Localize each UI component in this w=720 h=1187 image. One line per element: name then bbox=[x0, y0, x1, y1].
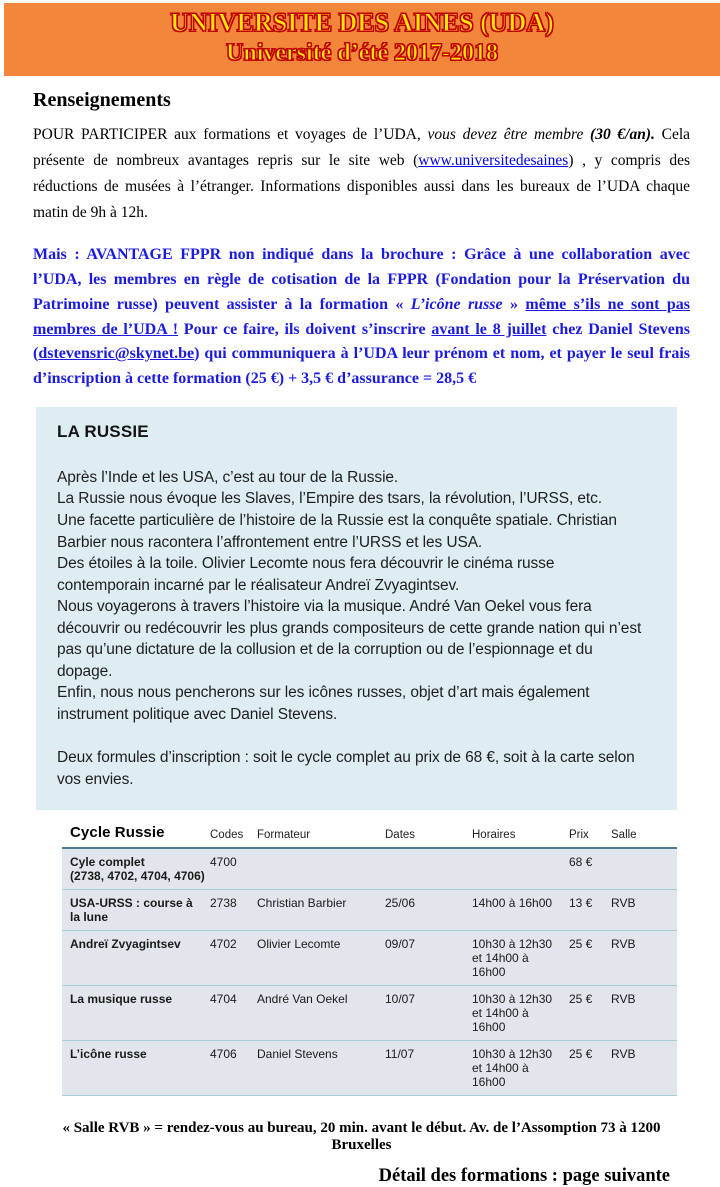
russie-box-text bbox=[57, 467, 649, 790]
salle-cell: RVB bbox=[611, 931, 677, 986]
intro-text-bold-italic: (30 €/an). bbox=[590, 126, 655, 143]
prix-cell: 13 € bbox=[569, 890, 611, 931]
dates-cell: 25/06 bbox=[385, 890, 472, 931]
russie-paragraph: La Russie nous évoque les Slaves, l’Empire des tsars, la révolution, l’URSS, etc. bbox=[57, 490, 602, 508]
course-name: Cyle complet bbox=[70, 855, 145, 870]
russie-formules-paragraph: Deux formules d’inscription : soit le cycle complet au prix de 68 €, soit à la carte selon vos envies. bbox=[57, 749, 635, 788]
russie-paragraph: Une facette particulière de l’histoire de la Russie est la conquête spatiale. Christian Barbier nous racontera l’affrontement entre l’URSS et les USA. bbox=[57, 511, 617, 551]
course-name-cell: USA-URSS : course à la lune bbox=[62, 890, 210, 931]
document-content bbox=[0, 89, 720, 1187]
formateur-cell: Daniel Stevens bbox=[257, 1041, 385, 1096]
intro-text-3: ) , y compris des réductions de musées à l’étranger. Informations disponibles aussi dans les bureaux de l’UDA chaque matin de 9h à 12h. bbox=[33, 152, 690, 222]
table-header-row bbox=[62, 822, 677, 848]
course-name-cell: La musique russe bbox=[62, 986, 210, 1041]
formateur-cell bbox=[257, 848, 385, 890]
dates-cell bbox=[385, 848, 472, 890]
column-header-prix: Prix bbox=[569, 822, 611, 848]
russie-paragraph: Enfin, nous nous pencherons sur les icônes russes, objet d’art mais également instrument politique avec Daniel Stevens. bbox=[57, 684, 590, 723]
column-header-dates: Dates bbox=[385, 822, 472, 848]
salle-cell: RVB bbox=[611, 1041, 677, 1096]
table-row bbox=[62, 848, 677, 890]
code-cell: 4706 bbox=[210, 1041, 257, 1096]
horaires-cell bbox=[472, 848, 569, 890]
intro-text-italic: vous devez être membre bbox=[427, 126, 591, 143]
code-cell: 4700 bbox=[210, 848, 257, 890]
website-link[interactable]: www.universitedesaines bbox=[418, 152, 569, 170]
course-name-cell bbox=[62, 848, 210, 890]
formateur-cell: Olivier Lecomte bbox=[257, 931, 385, 986]
course-name-cell: Andreï Zvyagintsev bbox=[62, 931, 210, 986]
la-russie-box bbox=[36, 407, 677, 810]
banner-title: UNIVERSITE DES AINES (UDA) bbox=[170, 8, 554, 37]
next-page-note: Détail des formations : page suivante bbox=[378, 1166, 670, 1187]
prix-cell: 68 € bbox=[569, 848, 611, 890]
page-title: Renseignements bbox=[33, 89, 171, 111]
formateur-cell: André Van Oekel bbox=[257, 986, 385, 1041]
russie-paragraph: Nous voyagerons à travers l’histoire via la musique. André Van Oekel vous fera découvrir ou redécouvrir les plus grands compositeurs de cette grande nation qui n’est pas qu’une dictature de la collusion et de la corruption ou de l’espionnage et du dopage. bbox=[57, 598, 642, 680]
formateur-cell: Christian Barbier bbox=[257, 890, 385, 931]
intro-paragraph bbox=[33, 122, 690, 226]
dates-cell: 09/07 bbox=[385, 931, 472, 986]
email-link[interactable]: dstevensric@skynet.be bbox=[38, 345, 195, 363]
russie-paragraph: Après l’Inde et les USA, c’est au tour de la Russie. bbox=[57, 468, 399, 486]
salle-cell: RVB bbox=[611, 890, 677, 931]
document-page bbox=[0, 3, 720, 1187]
table-row bbox=[62, 986, 677, 1041]
intro-text-2: Cela présente de nombreux avantages repris sur le site web ( bbox=[33, 126, 691, 170]
dates-cell: 11/07 bbox=[385, 1041, 472, 1096]
horaires-cell: 14h00 à 16h00 bbox=[472, 890, 569, 931]
code-cell: 4704 bbox=[210, 986, 257, 1041]
notice-text-1: Mais : AVANTAGE FPPR non indiqué dans la brochure : Grâce à une collaboration avec l’UDA, les membres en règle de cotisation de la FPPR (Fondation pour la Préservation du Patrimoine russe) peuvent assister à la formation « bbox=[33, 246, 690, 313]
code-cell: 4702 bbox=[210, 931, 257, 986]
header-banner bbox=[4, 3, 720, 76]
horaires-cell: 10h30 à 12h30 et 14h00 à 16h00 bbox=[472, 986, 569, 1041]
russie-box-title: LA RUSSIE bbox=[57, 421, 149, 441]
cycle-russie-table bbox=[62, 822, 677, 1096]
salle-cell: RVB bbox=[611, 986, 677, 1041]
code-cell: 2738 bbox=[210, 890, 257, 931]
notice-text-underline-1: même s’ils ne sont pas membres de l’UDA ! bbox=[33, 295, 691, 338]
notice-text-2: » bbox=[502, 295, 526, 313]
table-title: Cycle Russie bbox=[62, 822, 210, 848]
column-header-formateur: Formateur bbox=[257, 822, 385, 848]
dates-cell: 10/07 bbox=[385, 986, 472, 1041]
course-name-codes: (2738, 4702, 4704, 4706) bbox=[70, 869, 205, 884]
prix-cell: 25 € bbox=[569, 1041, 611, 1096]
prix-cell: 25 € bbox=[569, 986, 611, 1041]
salle-cell bbox=[611, 848, 677, 890]
notice-text-5: ) qui communiquera à l’UDA leur prénom et nom, et payer le seul frais d’inscription à cette formation (25 €) + 3,5 € d’assurance = 28,5 € bbox=[33, 345, 690, 388]
prix-cell: 25 € bbox=[569, 931, 611, 986]
course-name-cell: L’icône russe bbox=[62, 1041, 210, 1096]
notice-text-underline-2: avant le 8 juillet bbox=[431, 320, 547, 338]
russie-paragraph: Des étoiles à la toile. Olivier Lecomte nous fera découvrir le cinéma russe contemporain incarné par le réalisateur Andreï Zvyagintsev. bbox=[57, 555, 555, 594]
column-header-codes: Codes bbox=[210, 822, 257, 848]
intro-text-1: POUR PARTICIPER aux formations et voyages de l’UDA, bbox=[33, 126, 428, 143]
column-header-salle: Salle bbox=[611, 822, 677, 848]
salle-rvb-note: « Salle RVB » = rendez-vous au bureau, 20 min. avant le début. Av. de l’Assomption 73 à 1200 Bruxelles bbox=[62, 1120, 661, 1154]
notice-text-4: chez Daniel Stevens ( bbox=[33, 320, 691, 363]
banner-subtitle: Université d’été 2017-2018 bbox=[226, 39, 498, 66]
notice-text-italic: L’icône russe bbox=[410, 295, 503, 313]
horaires-cell: 10h30 à 12h30 et 14h00 à 16h00 bbox=[472, 1041, 569, 1096]
fppr-notice-paragraph bbox=[33, 243, 690, 392]
notice-text-3: Pour ce faire, ils doivent s’inscrire bbox=[178, 320, 432, 338]
horaires-cell: 10h30 à 12h30 et 14h00 à 16h00 bbox=[472, 931, 569, 986]
table-row bbox=[62, 931, 677, 986]
table-row bbox=[62, 1041, 677, 1096]
column-header-horaires: Horaires bbox=[472, 822, 569, 848]
